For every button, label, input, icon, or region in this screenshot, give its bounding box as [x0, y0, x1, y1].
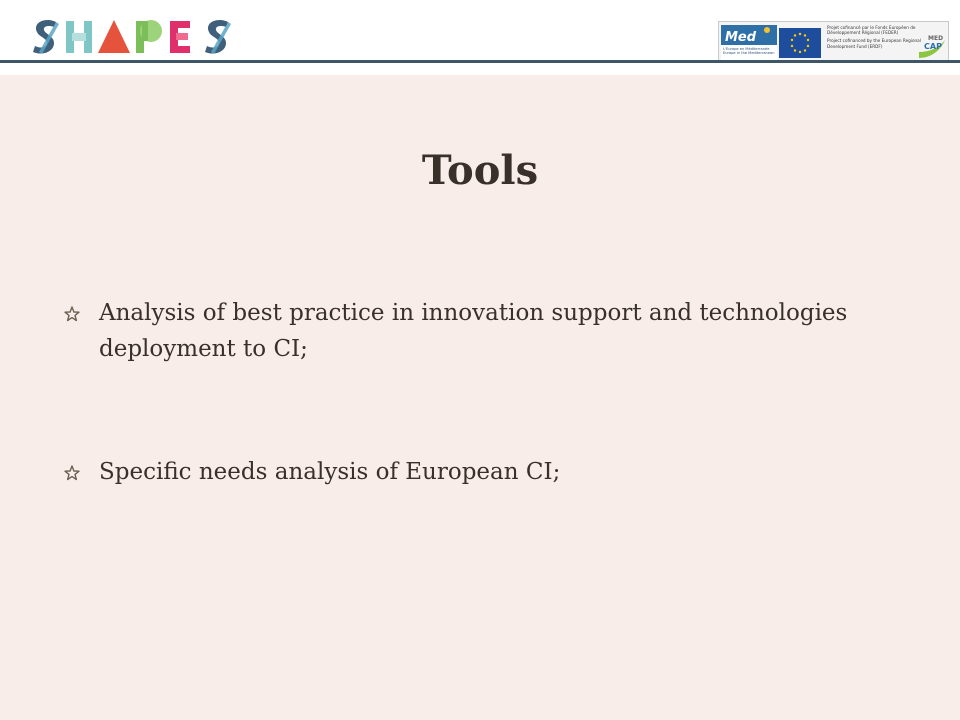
- slide-title: Tools: [421, 147, 539, 194]
- star-bullet-icon: [64, 306, 80, 322]
- bullet-text: Analysis of best practice in innovation support and technologies deployment to CI;: [99, 300, 848, 362]
- partner-en-text: Project cofinanced by the European Regional Development Fund (ERDF): [827, 38, 921, 49]
- partner-funding-text: [827, 25, 927, 52]
- partner-logos-banner: [718, 21, 949, 65]
- medcap-bottom-text: CAP: [924, 42, 942, 51]
- bullet-item: [64, 295, 884, 367]
- shapes-logo-graphic: [30, 16, 242, 56]
- star-bullet-icon: [64, 465, 80, 481]
- shapes-logo: [30, 16, 242, 56]
- bullet-list: [64, 295, 884, 490]
- partner-fr-text: Projet cofinancé par le Fonds Européen de Développement Régional (FEDER): [827, 25, 916, 36]
- bullet-item: [64, 454, 884, 490]
- header-gap: [0, 63, 960, 75]
- med-logo-text: Med: [725, 30, 757, 45]
- slide-header: [0, 0, 960, 60]
- partner-tagline: L'Europe en Méditerranée Europe in the Mediterranean: [723, 47, 775, 56]
- bullet-text: Specific needs analysis of European CI;: [99, 459, 561, 485]
- medcap-top-text: MED: [928, 35, 944, 42]
